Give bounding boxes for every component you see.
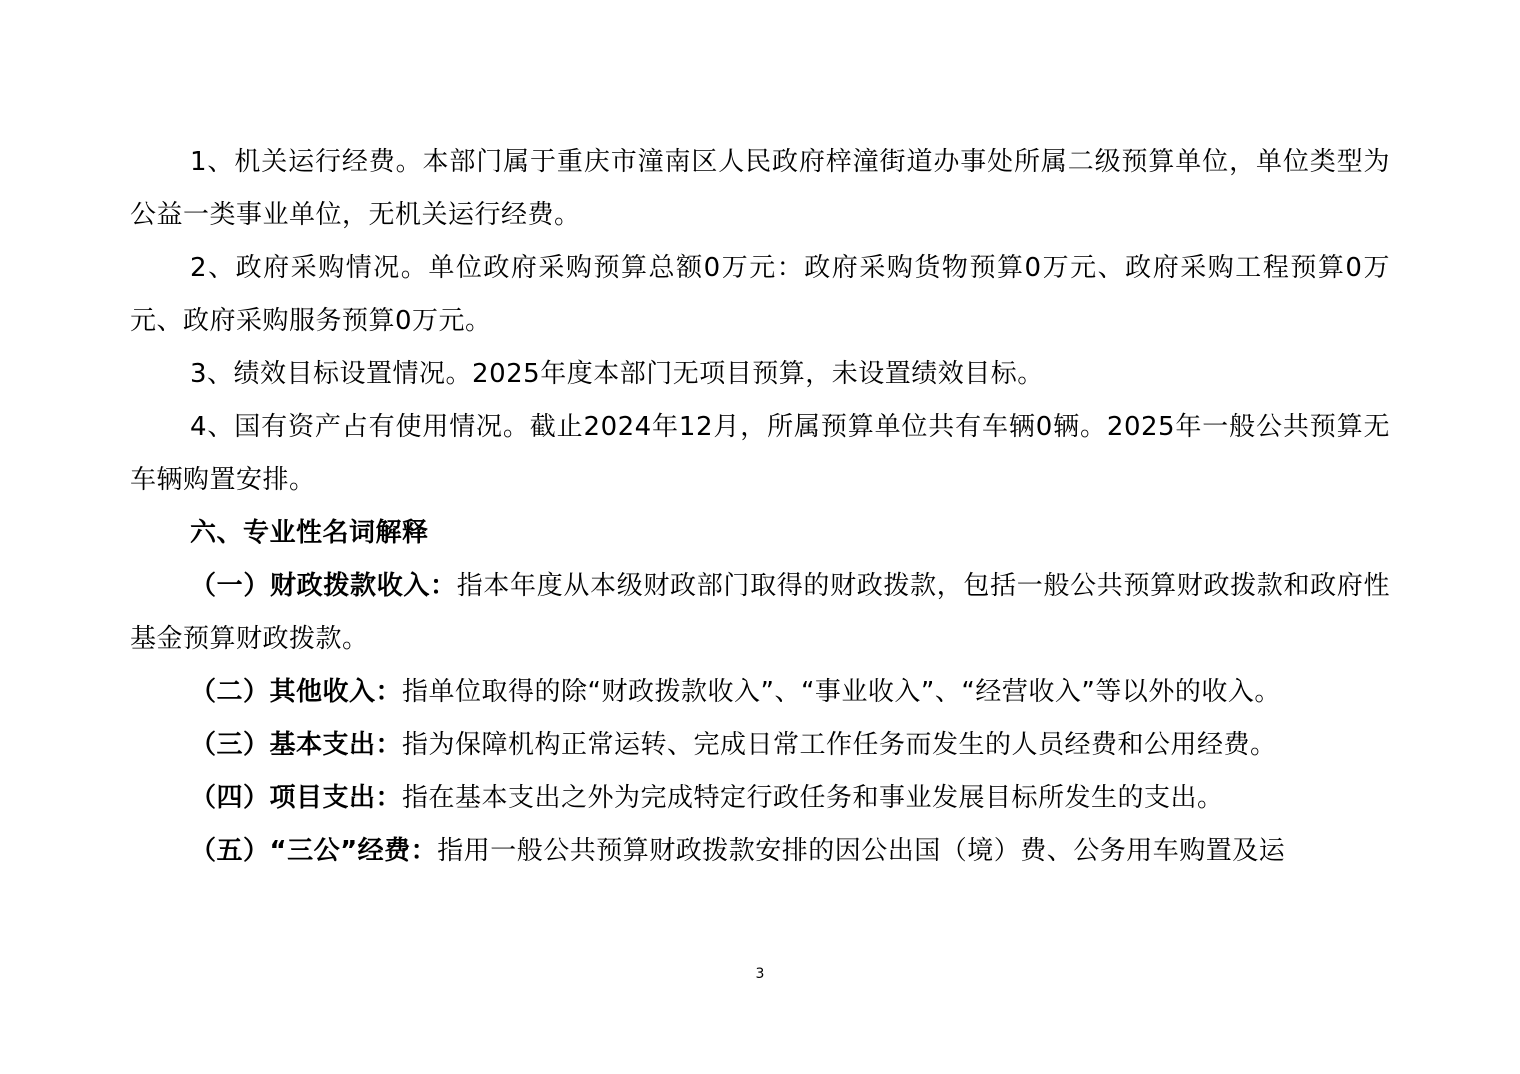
section-heading-glossary: 六、专业性名词解释 <box>190 518 429 548</box>
definition-term: （五）“三公”经费： <box>190 836 438 866</box>
definition-term: （一）财政拨款收入： <box>190 571 457 601</box>
definition-three-public-expenses <box>130 825 1390 878</box>
definition-text: 指单位取得的除“财政拨款收入”、“事业收入”、“经营收入”等以外的收入。 <box>402 677 1281 707</box>
definition-text: 指本年度从本级财政部门取得的财政拨款，包括一般公共预算财政拨款和政府性基金预算财政拨款。 <box>130 571 1390 654</box>
definition-term: （二）其他收入： <box>190 677 403 707</box>
definition-fiscal-appropriation-income <box>130 560 1390 666</box>
definition-other-income <box>130 666 1390 719</box>
definition-text: 指在基本支出之外为完成特定行政任务和事业发展目标所发生的支出。 <box>402 783 1224 813</box>
definition-term: （三）基本支出： <box>190 730 403 760</box>
document-body <box>130 136 1390 878</box>
page-number: 3 <box>755 966 765 982</box>
paragraph-performance-targets: 3、绩效目标设置情况。2025年度本部门无项目预算，未设置绩效目标。 <box>190 359 1044 389</box>
definition-text: 指用一般公共预算财政拨款安排的因公出国（境）费、公务用车购置及运 <box>437 836 1286 866</box>
definition-basic-expenditure <box>130 719 1390 772</box>
definition-term: （四）项目支出： <box>190 783 403 813</box>
paragraph-state-assets: 4、国有资产占有使用情况。截止2024年12月，所属预算单位共有车辆0辆。2025年一般公共预算无车辆购置安排。 <box>130 412 1390 495</box>
definition-text: 指为保障机构正常运转、完成日常工作任务而发生的人员经费和公用经费。 <box>402 730 1277 760</box>
paragraph-government-procurement: 2、政府采购情况。单位政府采购预算总额0万元：政府采购货物预算0万元、政府采购工程预算0万元、政府采购服务预算0万元。 <box>130 253 1390 336</box>
definition-project-expenditure <box>130 772 1390 825</box>
paragraph-office-operating-expenses: 1、机关运行经费。本部门属于重庆市潼南区人民政府梓潼街道办事处所属二级预算单位，单位类型为公益一类事业单位，无机关运行经费。 <box>130 147 1390 230</box>
